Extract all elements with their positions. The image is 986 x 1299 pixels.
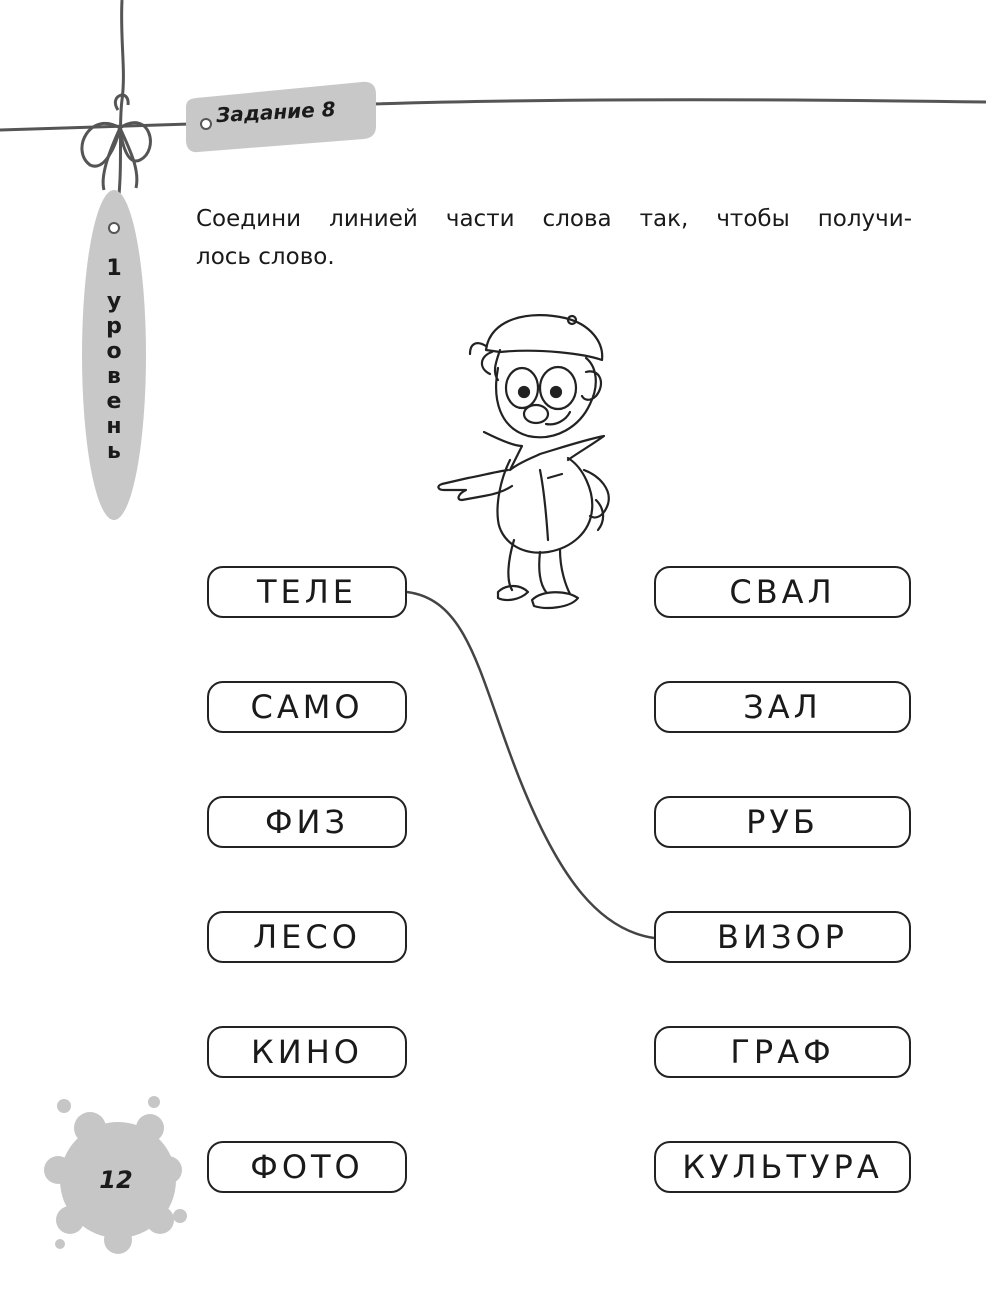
left-word-fiz[interactable]: ФИЗ: [207, 796, 407, 848]
right-word-zal[interactable]: ЗАЛ: [654, 681, 911, 733]
left-word-kino[interactable]: КИНО: [207, 1026, 407, 1078]
task-title: Задание 8: [215, 96, 337, 128]
cartoon-boy-illustration: [438, 315, 608, 608]
level-letter: н: [106, 414, 122, 439]
level-letter: ь: [107, 439, 121, 464]
level-letter: о: [106, 339, 122, 364]
level-letter: у: [106, 289, 122, 314]
level-letter: р: [106, 314, 122, 339]
instruction-line-2: лось слово.: [196, 244, 335, 270]
left-word-leso[interactable]: ЛЕСО: [207, 911, 407, 963]
right-word-kultura[interactable]: КУЛЬТУРА: [654, 1141, 911, 1193]
left-word-samo[interactable]: САМО: [207, 681, 407, 733]
bow-knot-icon: [82, 95, 150, 190]
right-word-vizor[interactable]: ВИЗОР: [654, 911, 911, 963]
right-word-graf[interactable]: ГРАФ: [654, 1026, 911, 1078]
right-word-sval[interactable]: СВАЛ: [654, 566, 911, 618]
example-connection-line: [407, 592, 654, 938]
level-letter: в: [107, 364, 121, 389]
left-word-foto[interactable]: ФОТО: [207, 1141, 407, 1193]
left-word-tele[interactable]: ТЕЛЕ: [207, 566, 407, 618]
right-word-rub[interactable]: РУБ: [654, 796, 911, 848]
task-instruction: [196, 200, 912, 276]
level-number: 1: [106, 256, 122, 281]
instruction-line-1: Соедини линией части слова так, чтобы получи-: [196, 206, 912, 232]
top-string-line: [0, 100, 986, 130]
level-indicator: [92, 256, 136, 464]
page-number: 12: [99, 1166, 133, 1194]
level-letter: е: [106, 389, 122, 414]
